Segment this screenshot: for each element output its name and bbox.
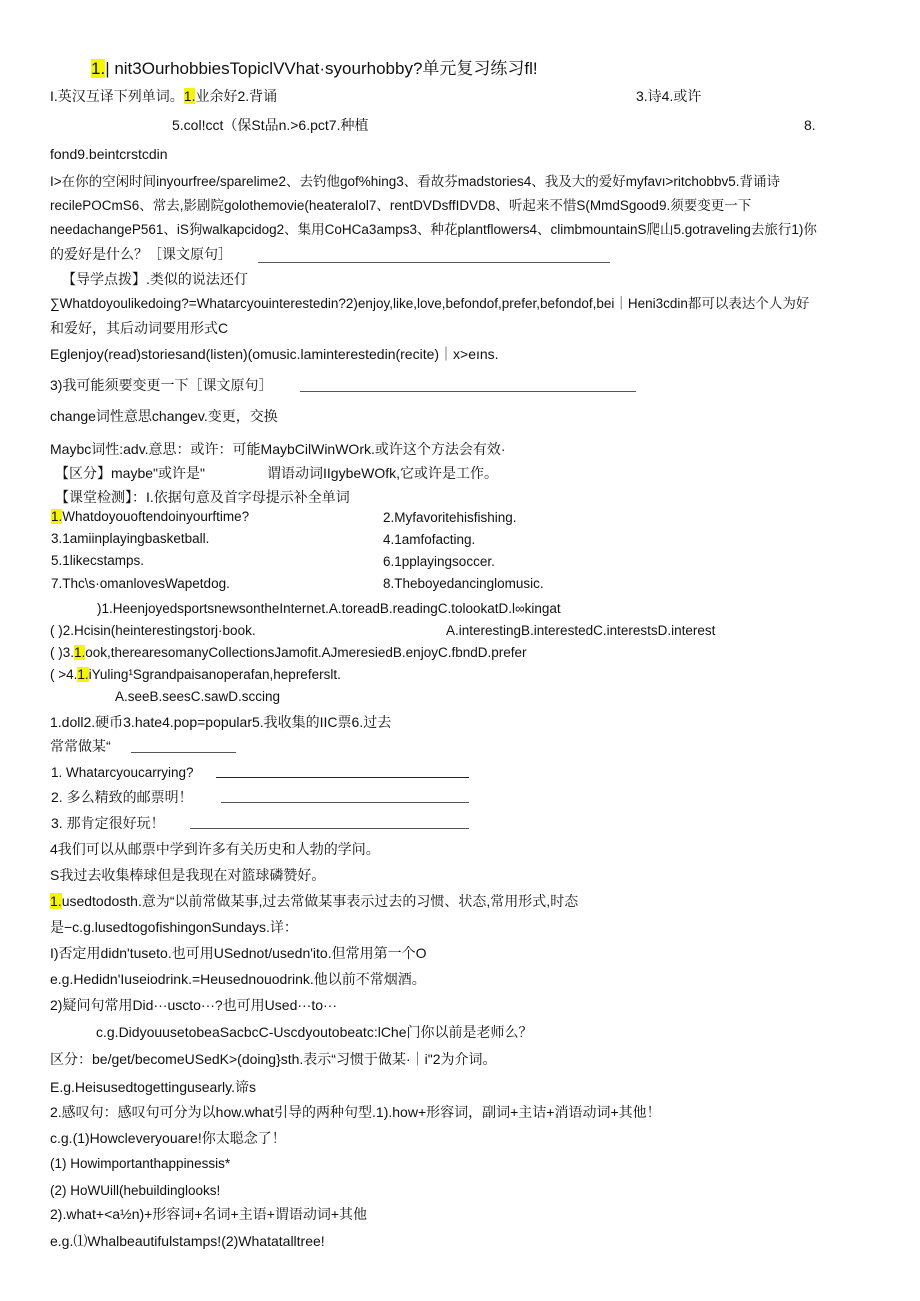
choice-question: ( )2.Hcisin(heinterestingstorj·book.	[50, 623, 256, 638]
text-line: change词性意思changev.变更，交换	[50, 408, 278, 424]
text-line: fond9.beintcrstcdin	[50, 146, 168, 162]
text-line: 【区分】maybe"或许是"	[55, 465, 205, 481]
text-line: Maybc词性:adv.意思：或许：可能MaybCilWinWOrk.或许这个方法会有效·	[50, 441, 506, 457]
translation-item: S我过去收集棒球但是我现在对篮球磷赞好。	[50, 867, 326, 883]
question-item: 4.1amfofacting.	[383, 532, 476, 547]
text-line: 的爱好是什么？［课文原句］	[50, 246, 232, 262]
grammar-point: 2)疑问句常用Did···uscto···?也可用Used···to···	[50, 997, 338, 1013]
grammar-point: (1) Howimportanthappinessis*	[50, 1156, 231, 1171]
title-text: | nit3OurhobbiesTopiclVVhat·syourhobby?单元复习练习fl!	[105, 59, 538, 78]
question-item: 6.1pplayingsoccer.	[383, 554, 495, 569]
answer-blank[interactable]	[190, 828, 469, 829]
text-segment: I.英汉互译下列单词。	[50, 88, 184, 104]
highlight-number: 1.	[77, 667, 89, 682]
text-line: 谓语动词IIgybeWOfk,它或许是工作。	[267, 465, 499, 481]
question-item: 7.Thc\s·omanlovesWapetdog.	[51, 576, 230, 591]
highlight-number: 1.	[183, 88, 196, 104]
text-segment: iYuling¹Sgrandpaisanoperafan,hepreferslt.	[88, 667, 341, 682]
grammar-point	[50, 892, 578, 910]
section-heading: 【课堂检测】：I.依据句意及首字母提示补全单词	[55, 489, 350, 505]
grammar-point: (2) HoWUill(hebuildinglooks!	[50, 1183, 221, 1198]
translation-item: 2. 多么精致的邮票明！	[51, 789, 193, 805]
highlight-number: 1.	[51, 509, 63, 524]
answer-blank[interactable]	[221, 802, 469, 803]
question-item: 8.Theboyedancinglomusic.	[383, 576, 544, 591]
answer-blank[interactable]	[131, 752, 236, 753]
grammar-point: c.g.DidyouusetobeaSacbcC-Uscdyoutobeatc:lChe门你以前是老师么？	[96, 1024, 533, 1040]
translation-item: 3. 那肯定很好玩！	[51, 815, 165, 831]
highlight-number: 1.	[74, 645, 86, 660]
choice-question	[50, 644, 527, 662]
text-segment: ( >4.	[50, 667, 78, 682]
grammar-point: 2).what+<a½n)+形容词+名词+主语+谓语动词+其他	[50, 1206, 368, 1222]
answer-blank[interactable]	[258, 262, 610, 263]
text-line: 【导学点拨】.类似的说法还仃	[62, 271, 248, 287]
text-line: 1.doll2.硬币3.hate4.pop=popular5.我收集的IIC票6.过去	[50, 714, 392, 730]
choice-options: A.seeB.seesC.sawD.sccing	[115, 689, 281, 704]
text-line: Eglenjoy(read)storiesand(listen)(omusic.lаminterestedin(recite)｜x>eıns.	[50, 346, 499, 362]
text-line: 常常做某“	[50, 738, 111, 754]
translation-item: 1. Whatarcyoucarrying?	[51, 765, 194, 780]
text-line	[50, 87, 277, 105]
grammar-point: I)否定用didn'tuseto.也可用USednot/usedn'ito.但常用第一个O	[50, 945, 427, 961]
choice-question: )1.HeenjoyedsportsnewsontheInternet.A.toreadB.readingC.tolookatD.l∞kingat	[97, 601, 561, 616]
text-segment: usedtodosth.意为“以前常做某事,过去常做某事表示过去的习惯、状态,常用形式,时态	[61, 893, 579, 909]
text-line: 8.	[804, 117, 816, 133]
text-line: 和爱好，其后动词要用形式C	[50, 320, 229, 336]
text-line: 3)我可能须要变更一下［课文原句］	[50, 377, 273, 393]
grammar-point: E.g.Heisusedtogettingusearly.谛s	[50, 1079, 256, 1095]
grammar-point: c.g.(1)Howcleveryouare!你太聪念了！	[50, 1130, 286, 1146]
question-item: 2.Myfavoritehisfishing.	[383, 510, 517, 525]
question-item: 5.1likecstamps.	[51, 553, 145, 568]
grammar-point: 是−c.g.lusedtogofishingonSundays.详：	[50, 919, 298, 935]
text-segment: ook,therearesomanyCollectionsJamofit.AJmeresiedB.enjoyC.fbndD.prefer	[85, 645, 527, 660]
translation-item: 4我们可以从邮票中学到许多有关历史和人勃的学问。	[50, 841, 380, 857]
text-line: needachangeP561、iS狗walkapcidog2、集用CoHCa3amps3、种花plantflowers4、climbmountainS爬山5.gotraveling去旅行1)你	[50, 222, 817, 237]
answer-blank[interactable]	[300, 391, 636, 392]
text-line: ∑Whatdoyoulikedoing?=Whatarcyouinterestedin?2)enjoy,like,love,befondof,prefer,befondof,bei｜Heni3cdin都可以表达个人为好	[50, 296, 810, 311]
highlight-number: 1.	[50, 893, 62, 909]
answer-blank[interactable]	[216, 777, 469, 778]
choice-question	[50, 666, 341, 684]
text-line: 3.诗4.或许	[636, 88, 702, 104]
text-segment: Whatdoyouoftendoinyourftime?	[62, 509, 250, 524]
page-title	[91, 60, 538, 78]
text-segment: ( )3.	[50, 645, 75, 660]
text-line: 5.col!cct（保St品n.>6.pct7.种植	[172, 117, 369, 133]
grammar-point: 区分：be/get/becomeUSedK>(doing}sth.表示“习惯于做某·｜i"2为介词。	[50, 1051, 497, 1067]
text-line: I>在你的空闲时间inyourfree/sparelime2、去钓他gof%hing3、看故芬madstories4、我及大的爱好myfavı>ritchobbv5.背诵诗	[50, 174, 780, 189]
grammar-point: e.g.Hedidn'Iuseiodrink.=Heusednouodrink.他以前不常烟酒。	[50, 971, 426, 987]
question-item: 3.1amiinplayingbasketball.	[51, 531, 210, 546]
text-line: recilePOCmS6、常去,影剧院golothemovie(heateraIol7、rentDVDsffIDVD8、听起来不惜S(MmdSgood9.须要变更一下	[50, 198, 752, 213]
text-segment: 业余好2.背诵	[195, 88, 278, 104]
grammar-point: e.g.⑴Whalbeautifulstamps!(2)Whatatalltree!	[50, 1233, 325, 1249]
choice-options: A.interestingB.interestedC.interestsD.interest	[446, 623, 716, 638]
highlight-number: 1.	[91, 59, 106, 78]
grammar-point: 2.感叹句：感叹句可分为以how.what引导的两种句型.1).how+形容词，副词+主诘+消语动词+其他！	[50, 1104, 661, 1120]
question-item	[51, 508, 249, 526]
